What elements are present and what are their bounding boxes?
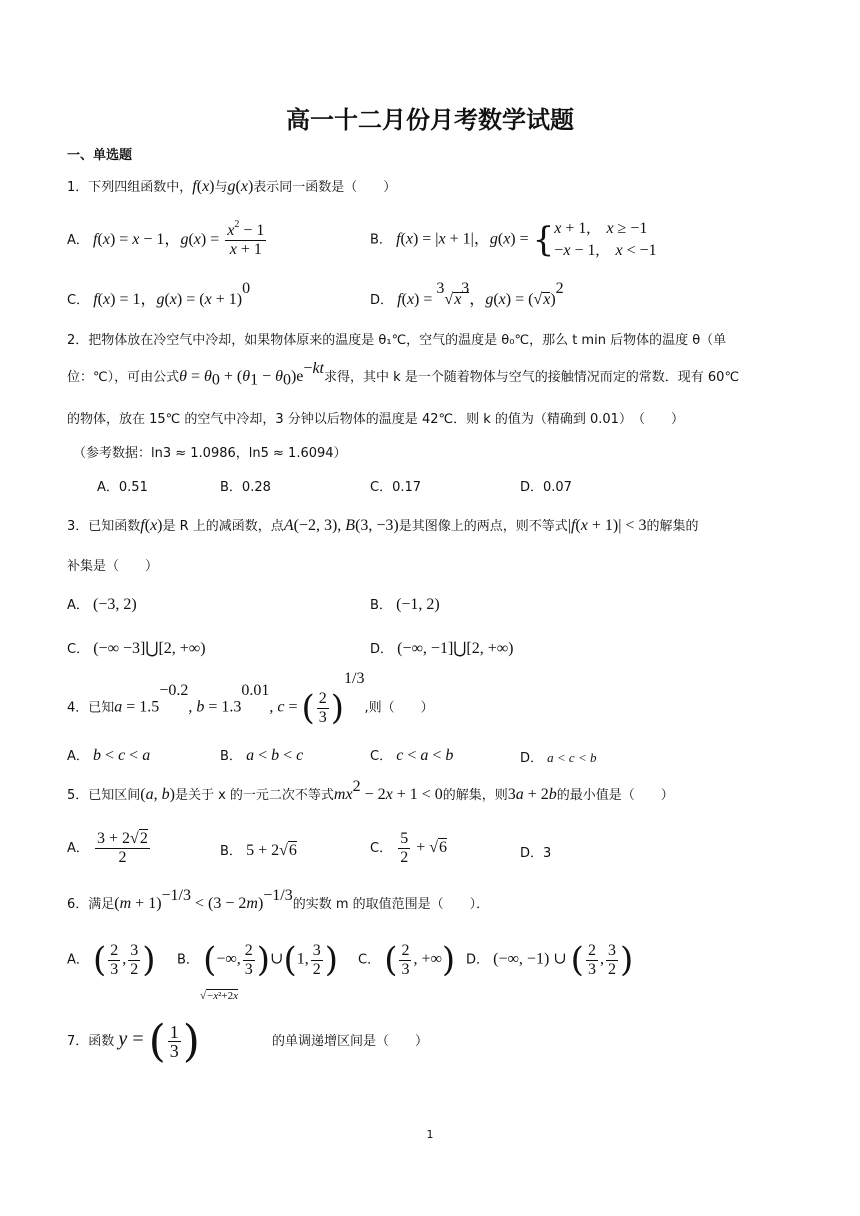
question-2-line-3: 的物体，放在 15℃ 的空气中冷却，3 分钟以后物体的温度是 42℃．则 k 的值为（精确到 0.01） （ ） (67, 412, 684, 427)
question-3-option-d: D． (−∞, −1]⋃[2, +∞) (370, 640, 514, 657)
question-6-stem: 6．满足$(m + 1)^{-1/3} < (3 - 2m)^{-1/3}$的实数 m 的取值范围是（ ）． (67, 887, 490, 912)
question-6-option-b: B． (−∞, $\frac{2}{3}$ )∪(1, $\frac{3}{2}$ ) (177, 940, 338, 980)
question-2-option-c: C．0.17 (370, 480, 422, 495)
question-1-option-a: A． f(x) = x − 1，g(x) = $\frac{x^2 - 1}{x + 1}$ (67, 219, 265, 258)
question-3-option-a: A． (−3, 2) (67, 596, 137, 613)
question-4-option-b: B． a < b < c (220, 747, 304, 764)
question-4-stem: 4．已知$a = 1.5^{-0.2}$, $b = 1.3^{0.01}$, c = ( $\frac{2}{3}$ )$^{1/3}$,则（ ） (67, 670, 434, 728)
page-number: 1 (426, 1128, 434, 1141)
question-3-option-c: C． (−∞ −3]⋃[2, +∞) (67, 640, 206, 657)
question-2-line-2: 位：℃），可由公式$\theta = \theta_0 + (\theta_1 - \theta_0)e^{-kt}$求得，其中 k 是一个随着物体与空气的接触情况而定的常数．现有 60℃ (67, 360, 740, 389)
question-3-line-1: 3．已知函数f(x)是 R 上的减函数，点A(−2, 3), B(3, −3)是其图像上的两点，则不等式|f(x + 1)| < 3的解集的 (67, 517, 699, 534)
question-2-option-b: B．0.28 (220, 480, 271, 495)
question-5-option-a: A． $\frac{3 + 2√2}{2}$ (67, 830, 148, 866)
question-1-option-c: C． f(x) = 1，$g(x) = (x + 1)^0$ (67, 280, 251, 308)
question-5-option-b: B． 5 + 2√6 (220, 842, 297, 859)
question-5-option-c: C． $\frac{5}{2}$ + √6 (370, 830, 448, 866)
question-1-option-d: D． $f(x) = ^3√x^3$，$g(x) = (√x)^2$ (370, 280, 564, 308)
question-5-stem: 5．已知区间(a, b)是关于 x 的一元二次不等式$mx^2 - 2x + 1 < 0$的解集，则3a + 2b的最小值是（ ） (67, 778, 674, 803)
question-4-option-d: D． a < c < b (520, 750, 597, 766)
question-1-option-b: B． f(x) = |x + 1|，g(x) = { x + 1, x ≥ −1 −x − 1, x < −1 (370, 220, 657, 260)
question-6-option-c: C． ( $\frac{2}{3}$ , +∞) (358, 940, 456, 980)
question-7-stem: 7．函数 y = ( $\frac{1}{3}$ )$^{√-x^2+2x}$的单调递增区间是（ ） (67, 990, 429, 1067)
question-1-stem: 1．下列四组函数中，f(x)与g(x)表示同一函数是（ ） (67, 178, 397, 195)
question-3-option-b: B． (−1, 2) (370, 596, 440, 613)
question-2-option-d: D．0.07 (520, 480, 572, 495)
section-heading: 一、单选题 (67, 148, 133, 163)
question-2-reference: （参考数据：ln3 ≈ 1.0986，ln5 ≈ 1.6094） (73, 446, 347, 461)
question-6-option-a: A． ( $\frac{2}{3}$ , $\frac{3}{2}$ ) (67, 940, 156, 980)
question-3-line-2: 补集是（ ） (67, 559, 159, 574)
question-2-option-a: A．0.51 (97, 480, 148, 495)
question-5-option-d: D．3 (520, 846, 552, 861)
question-4-option-a: A． b < c < a (67, 747, 151, 764)
question-2-line-1: 2．把物体放在冷空气中冷却，如果物体原来的温度是 θ₁℃，空气的温度是 θ₀℃，那么 t min 后物体的温度 θ（单 (67, 333, 727, 348)
page-title: 高一十二月份月考数学试题 (286, 105, 574, 134)
question-6-option-d: D． (−∞, −1) ∪ ( $\frac{2}{3}$ , $\frac{3}{2}$ ) (466, 940, 634, 980)
question-4-option-c: C． c < a < b (370, 747, 454, 764)
